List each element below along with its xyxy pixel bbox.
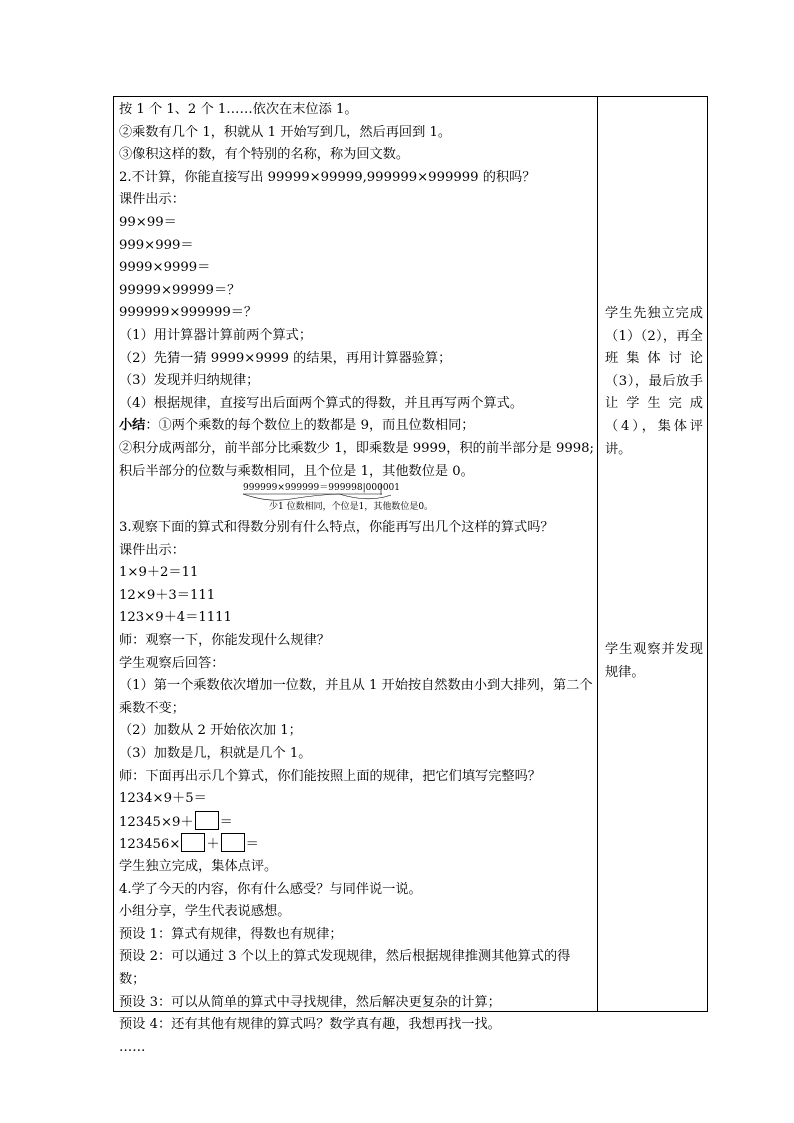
text-line: 师：观察一下，你能发现什么规律？ (119, 633, 330, 649)
blank-box[interactable] (181, 833, 205, 852)
text-line: 预设 2：可以通过 3 个以上的算式发现规律，然后根据规律推测其他算式的得数； (119, 949, 571, 987)
text-line: 学生观察后回答： (119, 655, 225, 671)
product-diagram (119, 483, 594, 517)
text-line: （4）根据规律，直接写出后面两个算式的得数，并且再写两个算式。 (119, 395, 524, 411)
text-line: 999×999＝ (119, 237, 194, 253)
text-line: （2）先猜一猜 9999×9999 的结果，再用计算器验算； (119, 350, 452, 366)
text-line: 课件出示： (119, 542, 185, 558)
text-line: 学生独立完成，集体点评。 (119, 859, 278, 874)
text-line: 2.不计算，你能直接写出 99999×99999,999999×999999 的积吗？ (119, 169, 536, 185)
text-line: 4.学了今天的内容，你有什么感受？与同伴说一说。 (119, 881, 422, 897)
summary-label: 小结 (119, 418, 146, 434)
text-line: 课件出示： (119, 192, 185, 208)
text-line: …… (119, 1039, 146, 1055)
summary-line: ②积分成两部分，前半部分比乘数少 1，即乘数是 9999，积的前半部分是 9998; (119, 440, 594, 456)
answer-line: （1）第一个乘数依次增加一位数，并且从 1 开始按自然数由小到大排列，第二个乘数不变； (119, 678, 593, 716)
answer-line: （2）加数从 2 开始依次加 1； (119, 723, 302, 739)
text-line: 按 1 个 1、2 个 1……依次在末位添 1。 (119, 102, 358, 117)
student-activity-note: 学生观察并发现规律。 (605, 642, 703, 680)
text-line: 999999×999999＝？ (119, 305, 258, 321)
lesson-table (113, 96, 708, 1055)
text-line: 99999×99999＝？ (119, 282, 241, 298)
text-line: ②乘数有几个 1，积就从 1 开始写到几，然后再回到 1。 (119, 124, 452, 140)
equation-line: 1234×9＋5＝ (119, 791, 207, 807)
student-activity-note: 学生先独立完成（1）（2），再全班集体讨论（3），最后放手让学生完成（4），集体评讲。 (605, 306, 703, 457)
text-line: 预设 4：还有其他有规律的算式吗？数学真有趣，我想再找一找。 (119, 1017, 501, 1033)
column-divider (597, 97, 598, 1011)
text-line: 9999×9999＝ (119, 260, 211, 276)
text-line: 12×9＋3＝111 (119, 587, 216, 603)
text-line: 师：下面再出示几个算式，你们能按照上面的规律，把它们填写完整吗？ (119, 768, 541, 784)
diagram-annotation: 少1 位数相同，个位是1，其他数位是0。 (269, 502, 434, 513)
equation-text: ＝ (245, 837, 259, 853)
text-line: 小组分享，学生代表说感想。 (119, 904, 291, 920)
summary-line (119, 415, 594, 438)
equation-text: 12345×9＋ (119, 814, 194, 830)
text-line: 预设 1：算式有规律，得数也有规律； (119, 926, 343, 942)
equation-text: 123456× (119, 837, 181, 853)
equation-text: ＝ (219, 814, 233, 830)
summary-line: 积后半部分的位数与乘数相同，且个位是 1，其他数位是 0。 (119, 463, 474, 479)
teaching-process-column (119, 99, 594, 1059)
summary-text: ：①两个乘数的每个数位上的数都是 9，而且位数相同； (145, 418, 475, 434)
equation-line (119, 833, 594, 856)
equation-text: ＋ (206, 837, 220, 853)
blank-box[interactable] (195, 811, 219, 830)
text-line: ③像积这样的数，有个特别的名称，称为回文数。 (119, 147, 410, 163)
text-line: 123×9＋4＝1111 (119, 610, 232, 626)
text-line: 99×99＝ (119, 214, 177, 230)
diagram-equation: 999999×999999＝999998|000001 (243, 483, 400, 494)
text-line: 3.观察下面的算式和得数分别有什么特点，你能再写出几个这样的算式吗？ (119, 520, 554, 536)
text-line: （1）用计算器计算前两个算式； (119, 327, 313, 343)
blank-box[interactable] (221, 833, 245, 852)
text-line: 1×9＋2＝11 (119, 565, 199, 581)
text-line: 预设 3：可以从简单的算式中寻找规律，然后解决更复杂的计算； (119, 994, 501, 1010)
text-line: （3）发现并归纳规律； (119, 373, 260, 389)
equation-line (119, 811, 594, 834)
answer-line: （3）加数是几，积就是几个 1。 (119, 746, 312, 762)
